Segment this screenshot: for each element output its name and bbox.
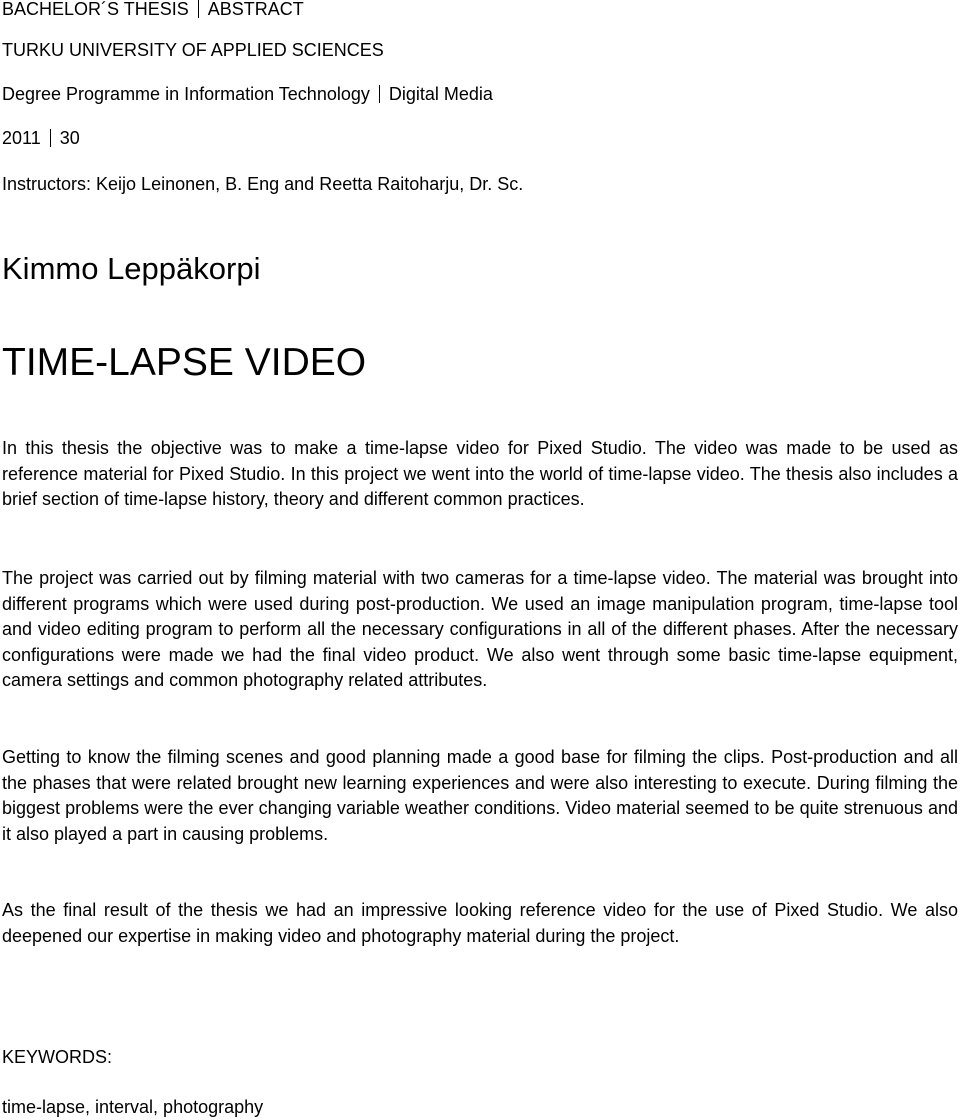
separator	[379, 85, 380, 103]
abstract-paragraph-2: The project was carried out by filming material with two cameras for a time-lapse video. The material was brought into different programs which were used during post-production. We used an image manipulation program, time-lapse tool and video editing program to perform all the necessary configurations in all of the different phases. After the necessary configurations were made we had the final video product. We also went through some basic time-lapse equipment, camera settings and common photography related attributes.	[2, 568, 958, 691]
page-count: 30	[59, 128, 80, 148]
keywords-label: KEYWORDS:	[2, 1047, 113, 1067]
author-name: Kimmo Leppäkorpi	[2, 251, 261, 286]
programme-line	[2, 83, 493, 105]
separator	[198, 0, 199, 18]
abstract-paragraph-4: As the final result of the thesis we had an impressive looking reference video for the use of Pixed Studio. We also deepened our expertise in making video and photography material during the project.	[2, 900, 958, 946]
specialisation: Digital Media	[388, 84, 493, 104]
year: 2011	[2, 128, 41, 148]
thesis-type: BACHELOR´S THESIS	[2, 0, 189, 19]
abstract-paragraph-1: In this thesis the objective was to make a time-lapse video for Pixed Studio. The video was made to be used as reference material for Pixed Studio. In this project we went into the world of time-lapse video. The thesis also includes a brief section of time-lapse history, theory and different common practices.	[2, 438, 958, 510]
abstract-paragraph-3: Getting to know the filming scenes and good planning made a good base for filming the clips. Post-production and all the phases that were related brought new learning experiences and were also interesting to execute. During filming the biggest problems were the ever changing variable weather conditions. Video material seemed to be quite strenuous and it also played a part in causing problems.	[2, 747, 958, 844]
university: TURKU UNIVERSITY OF APPLIED SCIENCES	[2, 40, 384, 60]
thesis-title: TIME-LAPSE VIDEO	[2, 341, 367, 384]
section-label: ABSTRACT	[207, 0, 304, 19]
keywords-values: time-lapse, interval, photography	[2, 1097, 264, 1117]
instructors: Instructors: Keijo Leinonen, B. Eng and Reetta Raitoharju, Dr. Sc.	[2, 174, 524, 194]
degree-programme: Degree Programme in Information Technology	[2, 84, 370, 104]
thesis-type-line	[2, 0, 304, 20]
year-pages-line	[2, 127, 80, 149]
separator	[50, 129, 51, 147]
